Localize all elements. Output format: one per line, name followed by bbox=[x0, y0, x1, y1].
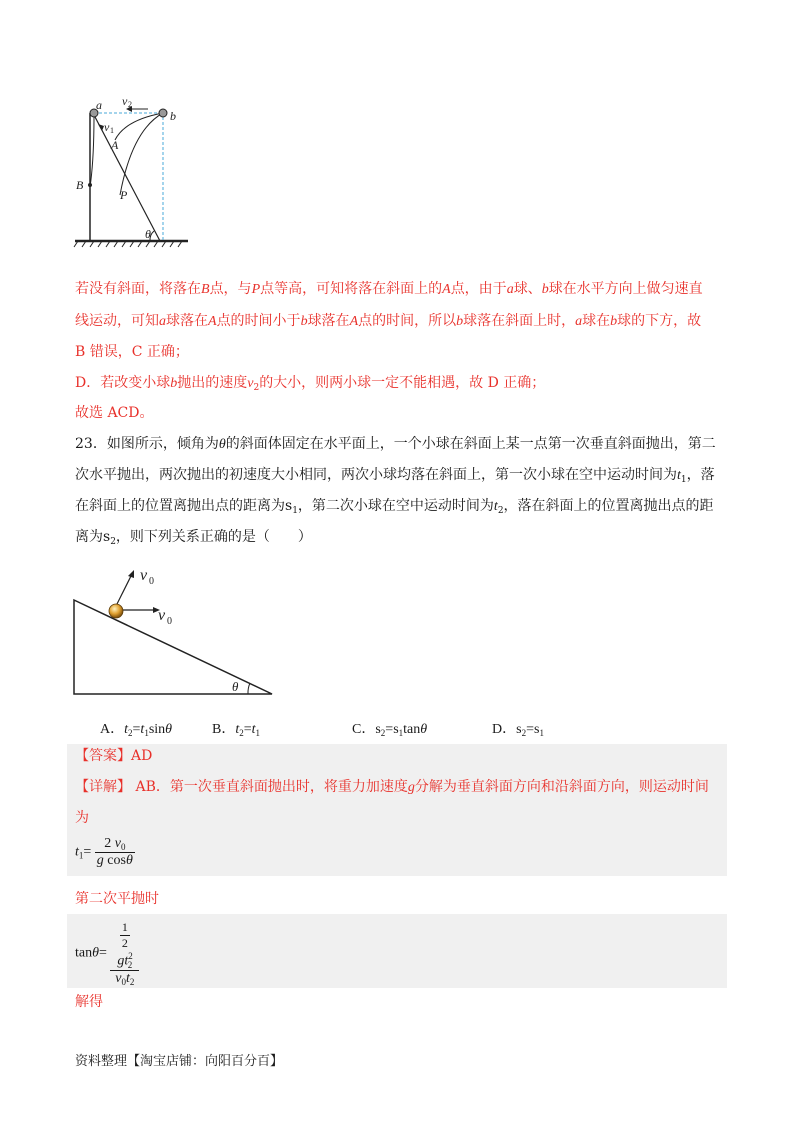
label-B: B bbox=[76, 178, 84, 192]
option-b[interactable]: B．$t_2=t_1$ bbox=[212, 722, 261, 738]
label-v2: v bbox=[122, 95, 128, 108]
question-line-1: 23．如图所示，倾角为θ的斜面体固定在水平面上，一个小球在斜面上某一点第一次垂直斜面抛出，第二 bbox=[75, 436, 716, 452]
answer-line: 【答案】AD bbox=[75, 748, 153, 764]
question-line-3: 在斜面上的位置离抛出点的距离为$s_1$，第二次小球在空中运动时间为$t_2$，落在斜面上的位置离抛出点的距 bbox=[75, 498, 714, 516]
explanation-line-3: B 错误，C 正确； bbox=[75, 344, 189, 360]
label-v1: v bbox=[104, 120, 110, 134]
ball-icon bbox=[109, 604, 123, 618]
explanation-line-4: D．若改变小球b抛出的速度$v_2$的大小，则两小球一定不能相遇，故 D 正确； bbox=[75, 375, 546, 393]
question-line-4: 离为$s_2$，则下列关系正确的是（ ） bbox=[75, 529, 312, 547]
footer-text: 资料整理【淘宝店铺：向阳百分百】 bbox=[75, 1054, 284, 1069]
detail-line-1: 【详解】 AB．第一次垂直斜面抛出时，将重力加速度g分解为垂直斜面方向和沿斜面方向，则运动时间 bbox=[75, 779, 709, 795]
label-v1-sub: 1 bbox=[110, 126, 114, 135]
label-theta2: θ bbox=[232, 679, 239, 694]
label-a: a bbox=[96, 98, 102, 112]
formula-tan: tanθ= $\frac{1}{2}$ $gt^2_2$ $v_0t_2$ bbox=[75, 920, 139, 987]
label-b: b bbox=[170, 109, 176, 123]
label-A: A bbox=[111, 138, 119, 152]
label-v0-up-sub: 0 bbox=[149, 576, 154, 587]
projectile-diagram bbox=[70, 95, 200, 250]
option-c[interactable]: C．$s_2=s_1\tan\theta$ bbox=[352, 722, 428, 738]
label-P: P bbox=[120, 188, 128, 202]
option-a[interactable]: A．$t_2=t_1\sin\theta$ bbox=[100, 722, 173, 738]
explanation-line-2: 线运动，可知a球落在A点的时间小于b球落在A点的时间，所以b球落在斜面上时，a球在b球的下方，故 bbox=[75, 313, 702, 329]
label-v0-right: v bbox=[158, 607, 166, 624]
solve-label: 解得 bbox=[75, 994, 103, 1010]
question-line-2: 次水平抛出，两次抛出的初速度大小相同，两次小球均落在斜面上，第一次小球在空中运动时间为$t_1$，落 bbox=[75, 467, 715, 485]
formula-t1: $t_1=$ $\frac{2 v_0}{\text{g cosθ}}$ bbox=[75, 836, 133, 868]
option-d[interactable]: D．$s_2=s_1$ bbox=[492, 722, 544, 738]
formula2-box bbox=[67, 914, 727, 988]
detail-line-2: 为 bbox=[75, 810, 89, 826]
label-theta: θ bbox=[145, 227, 151, 241]
label-v0-right-sub: 0 bbox=[167, 616, 172, 627]
label-v2-sub: 2 bbox=[128, 100, 132, 109]
explanation-line-1: 若没有斜面，将落在B点，与P点等高，可知将落在斜面上的A点，由于a球、b球在水平方向上做匀速直 bbox=[75, 281, 703, 297]
label-v0-up: v bbox=[140, 567, 148, 584]
incline-diagram bbox=[70, 560, 280, 700]
explanation-line-5: 故选 ACD。 bbox=[75, 405, 154, 421]
second-heading: 第二次平抛时 bbox=[75, 891, 159, 907]
answer-detail-box bbox=[67, 744, 727, 876]
